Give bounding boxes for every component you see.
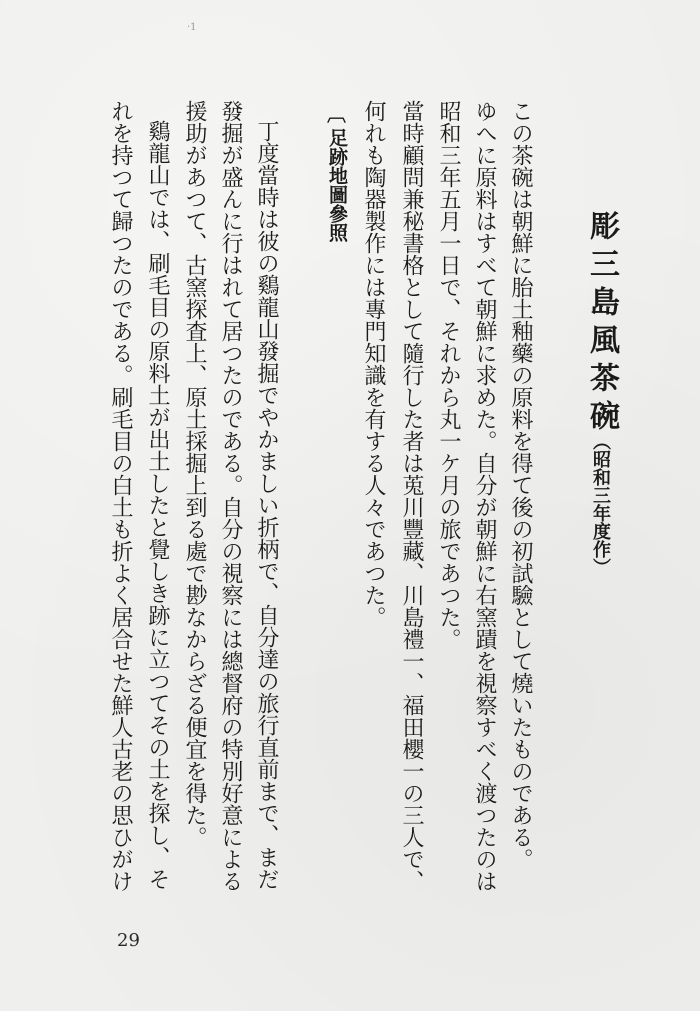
text-line-5: 何れも陶器製作には專門知識を有する人々であつた。: [361, 100, 386, 628]
page-number: 29: [117, 930, 140, 951]
text-line-9: 鷄龍山では、刷毛目の原料土が出土したと覺しき跡に立つてその土を探し、そ: [145, 120, 170, 890]
map-reference-note: 足跡地圖參照: [326, 128, 348, 242]
article-title: 彫三島風茶碗: [584, 210, 619, 438]
text-line-1: この茶碗は朝鮮に胎土釉藥の原料を得て後の初試驗として燒いたものである。: [508, 100, 533, 870]
note-marker: 〔: [324, 104, 346, 123]
text-line-10: れを持つて歸つたのである。刷毛目の白土も折よく居合せた鮮人古老の思ひがけ: [108, 100, 133, 892]
text-line-2: ゆへに原料はすべて朝鮮に求めた。自分が朝鮮に右窯蹟を視察すべく渡つたのは: [472, 100, 497, 892]
text-line-3: 昭和三年五月一日で、それから丸一ケ月の旅であつた。: [436, 100, 461, 650]
text-line-7: 發掘が盛んに行はれて居つたのである。自分の視察には總督府の特別好意による: [218, 100, 243, 892]
text-line-6: 丁度當時は彼の鷄龍山發掘でやかましい折柄で、自分達の旅行直前まで、まだ: [254, 120, 279, 890]
text-line-8: 援助があつて、古窯探査上、原土採掘上到る處で尠なからざる便宜を得た。: [182, 100, 207, 848]
article-title-date: （昭和三年度作）: [590, 432, 611, 576]
text-line-4: 當時顧問兼秘書格として隨行した者は莵川豐藏、川島禮一、福田櫻一の三人で、: [399, 100, 424, 892]
header-mark: ·1: [187, 22, 197, 33]
